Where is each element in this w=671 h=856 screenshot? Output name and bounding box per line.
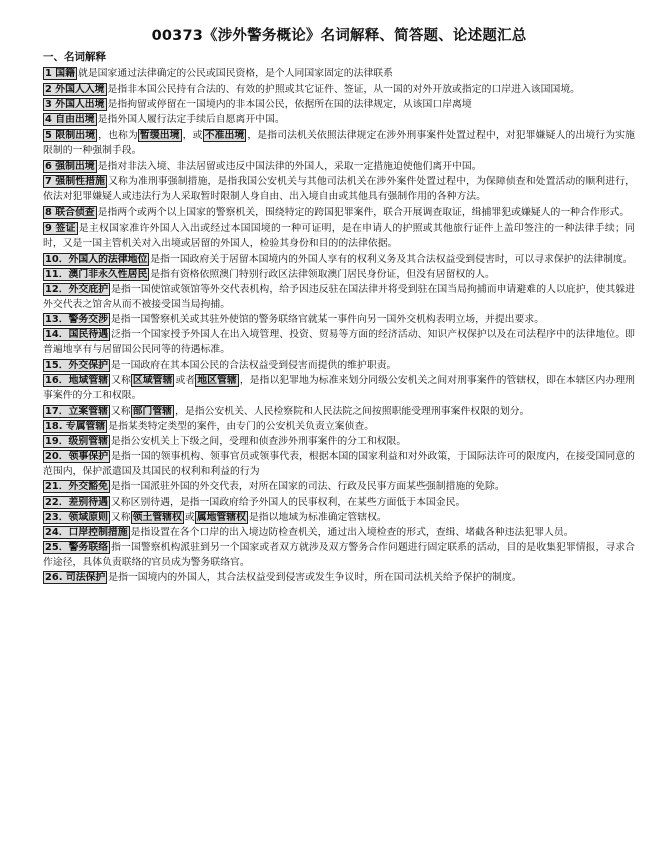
definition-entry (43, 128, 635, 158)
definition-text: 是指设置在各个口岸的出入境边防检查机关，通过出入境检查的形式，查缉、堵截各种违法犯罪人员。 (130, 526, 574, 538)
definition-text: ，是指公安机关、人民检察院和人民法院之间按照职能受理刑事案件权限的划分。 (175, 406, 530, 417)
definition-text: 是指非本国公民持有合法的、有效的护照或其它证件、签证，从一国的对外开放或指定的口岸进入该国国境。 (107, 84, 581, 96)
definition-text: 就是国家通过法律确定的公民或国民资格，是个人同国家固定的法律联系 (77, 68, 393, 79)
definition-text: 是指两个或两个以上国家的警察机关，围绕特定的跨国犯罪案件，联合开展调查取证，缉捕罪犯或嫌疑人的一种合作形式。 (97, 207, 630, 219)
term-label: 3 外国人出境 (45, 99, 105, 111)
definition-entry (43, 510, 635, 525)
definition-text: 是指对非法入境、非法居留或违反中国法律的外国人，采取一定措施迫使他们离开中国。 (97, 160, 482, 172)
definition-entry (43, 449, 635, 479)
definition-text: 是指一国使馆或领馆等外交代表机构，给予因违反驻在国法律并将受到驻在国当局拘捕而申请避难的人以庇护，使其躲进外交代表之馆舍从而不被接受国当局拘捕。 (43, 284, 635, 311)
term-label: 4 自由出境 (45, 114, 95, 126)
definition-entry (43, 66, 635, 81)
term-label: 17．立案管辖 (45, 406, 108, 417)
term-label: 15．外交保护 (45, 359, 108, 371)
definition-text: 又称为准刑事强制措施，是指我国公安机关与其他司法机关在涉外案件处置过程中，为保障侦查和处置活动的顺利进行，依法对犯罪嫌疑人或违法行为人采取暂时限制人身自由、出入境自由或其他具有强制作用的各种方法。 (43, 176, 635, 203)
term-label: 21．外交豁免 (45, 481, 108, 493)
term-label: 18. 专属管辖 (45, 421, 106, 433)
definition-entry (43, 327, 635, 357)
definition-text: 又称 (110, 406, 131, 417)
term-label: 12．外交庇护 (45, 284, 109, 296)
definition-text: 又称 (111, 374, 131, 386)
term-label: 14．国民待遇 (45, 329, 109, 341)
definition-text: 是指一国的领事机构、领事官员或领事代表，根据本国的国家利益和对外政策，于国际法许可的限度内，在接受国同意的范围内，保护派遣国及其国民的权利和利益的行为 (43, 451, 635, 478)
definition-entry (43, 82, 635, 97)
definition-entry (43, 525, 635, 540)
term-label: 部门管辖 (132, 406, 173, 417)
definition-text: 是主权国家准许外国人入出或经过本国国境的一种可证明，是在申请人的护照或其他旅行证件上盖印签注的一种法律手续；同时，又是一国主管机关对入出境或居留的外国人，检验其身份和目的的法律依据。 (43, 222, 635, 249)
term-label: 10．外国人的法律地位 (45, 253, 148, 265)
definition-text: 是指拘留或停留在一国境内的非本国公民，依据所在国的法律规定，从该国口岸离境 (107, 99, 472, 111)
definition-text: 或 (184, 511, 195, 523)
document-title: 00373《涉外警务概论》名词解释、简答题、论述题汇总 (151, 28, 527, 44)
definition-text: ，是指以犯罪地为标准来划分同级公安机关之间对刑事案件的管辖权，即在本辖区内办理刑事案件的分工和权限。 (43, 374, 635, 401)
definition-text: ，是指司法机关依照法律规定在涉外刑事案件处置过程中，对犯罪嫌疑人的出境行为实施限制的一种强制手段。 (43, 129, 635, 156)
section-heading: 一、名词解释 (43, 51, 106, 63)
term-label: 26. 司法保护 (45, 572, 106, 584)
definition-entry (43, 205, 635, 220)
definition-entry (43, 404, 635, 419)
definition-text: 又称区别待遇，是指一国政府给予外国人的民事权利，在某些方面低于本国金民。 (110, 496, 466, 508)
definition-entry (43, 174, 635, 204)
definition-entry (43, 112, 635, 127)
definition-text: 是指一国政府关于居留本国境内的外国人享有的权利义务及其合法权益受到侵害时，可以寻求保护的法律制度。 (150, 253, 633, 265)
definition-text: 泛指一个国家授予外国人在出入境管理、投资、贸易等方面的经济活动、知识产权保护以及在司法程序中的法律地位。即普遍地享有与居留国公民同等的待遇标准。 (43, 329, 635, 356)
term-label: 22．差别待遇 (45, 496, 108, 508)
term-label: 20．领事保护 (45, 451, 109, 463)
term-label: 24．口岸控制措施 (45, 526, 128, 538)
definition-text: 或者 (175, 374, 196, 386)
term-label: 7 强制性措施 (45, 176, 106, 188)
definition-text: ，或 (182, 129, 203, 141)
definition-entry (43, 570, 635, 585)
definition-text: 是指外国人履行法定手续后自愿离开中国。 (97, 114, 285, 126)
definition-text: 是指公安机关上下级之间，受理和侦查涉外刑事案件的分工和权限。 (110, 436, 407, 448)
definition-entry (43, 267, 635, 282)
term-label: 13．警务交涉 (45, 314, 108, 326)
term-label: 16．地域管辖 (45, 374, 109, 386)
term-label: 23．领域原则 (45, 511, 108, 523)
definition-list (43, 66, 635, 585)
definition-text: 是指有资格依照澳门特别行政区法律领取澳门居民身份证，但没有居留权的人。 (150, 268, 495, 280)
definition-entry (43, 97, 635, 112)
definition-entry (43, 252, 635, 267)
term-label: 2 外国人入境 (45, 84, 105, 96)
definition-text: ，也称为 (98, 129, 138, 141)
definition-entry (43, 479, 635, 494)
definition-entry (43, 358, 635, 373)
term-label: 8 联合侦查 (45, 207, 95, 219)
term-label: 19．级别管辖 (45, 436, 108, 448)
term-label: 地区管辖 (197, 374, 237, 386)
term-label: 25．警务联络 (45, 541, 109, 553)
definition-entry (43, 434, 635, 449)
term-label: 暂缓出境 (139, 129, 180, 141)
definition-entry (43, 419, 635, 434)
definition-entry (43, 495, 635, 510)
term-label: 领土管辖权 (132, 511, 182, 523)
term-label: 11．澳门非永久性居民 (45, 268, 148, 280)
definition-text: 指一国警察机构派驻到另一个国家或者双方就涉及双方警务合作问题进行固定联系的活动，目的是收集犯罪情报，寻求合作途径，具体负责联络的官员成为警务联络官。 (43, 541, 635, 568)
definition-entry (43, 221, 635, 251)
term-label: 9 签证 (45, 222, 76, 234)
definition-entry (43, 159, 635, 174)
definition-text: 是指一国警察机关或其驻外使馆的警务联络官就某一事件向另一国外交机构表明立场，并提出要求。 (110, 314, 545, 326)
term-label: 1 国籍 (45, 68, 75, 79)
definition-text: 是指以地域为标准确定管辖权。 (248, 511, 387, 523)
term-label: 不准出境 (204, 129, 245, 141)
term-label: 5 限制出境 (45, 129, 96, 141)
definition-text: 是一国政府在其本国公民的合法权益受到侵害而提供的维护职责。 (110, 359, 397, 371)
definition-text: 是指某类特定类型的案件，由专门的公安机关负责立案侦查。 (108, 421, 375, 433)
definition-entry (43, 540, 635, 570)
definition-entry (43, 373, 635, 403)
term-label: 6 强制出境 (45, 160, 95, 172)
definition-text: 是指一国派驻外国的外交代表，对所在国家的司法、行政及民事方面某些强制措施的免除。 (110, 481, 505, 493)
term-label: 属地管辖权 (196, 511, 246, 523)
definition-entry (43, 312, 635, 327)
definition-entry (43, 282, 635, 312)
definition-text: 又称 (110, 511, 131, 523)
term-label: 区域管辖 (132, 374, 173, 386)
definition-text: 是指一国境内的外国人，其合法权益受到侵害或发生争议时，所在国司法机关给予保护的制度。 (108, 572, 522, 584)
